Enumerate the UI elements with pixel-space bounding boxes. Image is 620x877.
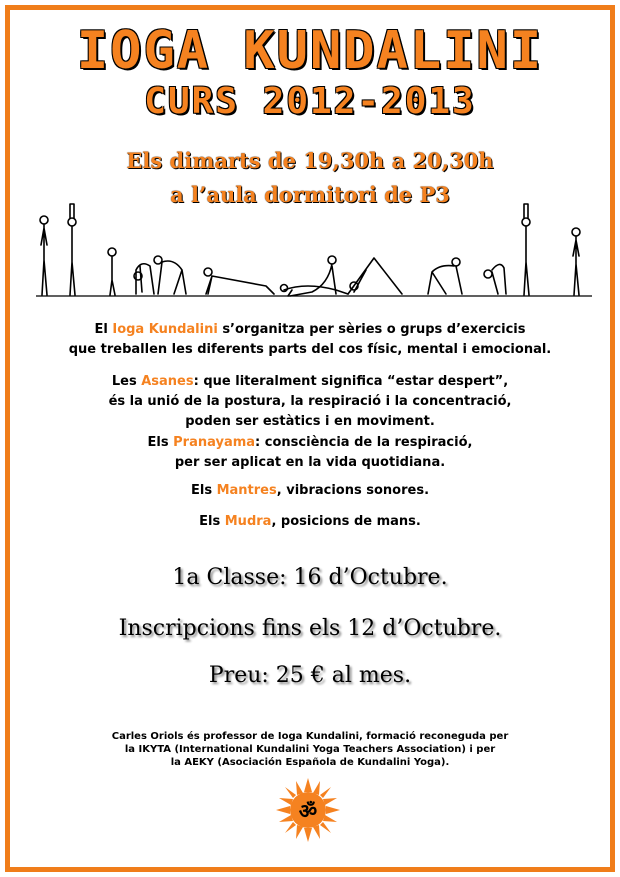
pranayama-highlight: Pranayama	[173, 435, 256, 450]
schedule-line-1: Els dimarts de 19,30h a 20,30h	[126, 148, 494, 173]
poster-subtitle: CURS 2012-2013	[144, 81, 476, 122]
mantres-highlight: Mantres	[216, 483, 277, 498]
credit-line-2: la IKYTA (International Kundalini Yoga Teachers Association) i per	[124, 744, 496, 755]
intro-highlight: Ioga Kundalini	[112, 322, 218, 337]
asanes-line-3: poden ser estàtics i en moviment.	[185, 414, 435, 429]
mantres-post: , vibracions sonores.	[276, 483, 430, 498]
om-sun-icon	[276, 778, 340, 842]
pranayama-post: : consciència de la respiració,	[255, 435, 473, 450]
intro-pre: El	[94, 322, 113, 337]
asanes-post: : que literalment significa “estar despert”,	[193, 374, 509, 389]
instructor-credit	[0, 730, 620, 769]
first-class-date: 1a Classe: 16 d’Octubre.	[172, 565, 448, 590]
mudra-highlight: Mudra	[224, 514, 272, 529]
asanes-highlight: Asanes	[141, 374, 194, 389]
registration-deadline: Inscripcions fins els 12 d’Octubre.	[118, 616, 502, 641]
poster-title: IOGA KUNDALINI	[76, 21, 544, 81]
intro-post: s’organitza per sèries o grups d’exercicis	[217, 322, 526, 337]
pranayama-paragraph	[0, 433, 620, 473]
asanes-paragraph	[0, 372, 620, 432]
om-glyph: ॐ	[298, 799, 318, 823]
intro-line-2: que treballen les diferents parts del cos físic, mental i emocional.	[68, 342, 552, 357]
intro-paragraph	[0, 320, 620, 360]
credit-line-3: la AEKY (Asociación Española de Kundalini Yoga).	[170, 757, 450, 768]
mudra-post: , posicions de mans.	[271, 514, 421, 529]
asanes-pre: Les	[111, 374, 142, 389]
mudra-pre: Els	[199, 514, 225, 529]
pranayama-line-2: per ser aplicat en la vida quotidiana.	[174, 455, 446, 470]
mantres-pre: Els	[190, 483, 217, 498]
mantres-paragraph	[0, 481, 620, 501]
credit-line-1: Carles Oriols és professor de Ioga Kundalini, formació reconeguda per	[111, 731, 509, 742]
schedule-line-2: a l’aula dormitori de P3	[170, 182, 450, 207]
asanes-line-2: és la unió de la postura, la respiració i la concentració,	[108, 394, 512, 409]
price: Preu: 25 € al mes.	[208, 663, 412, 688]
pranayama-pre: Els	[147, 435, 174, 450]
mudra-paragraph	[0, 512, 620, 532]
yoga-poses-illustration	[36, 200, 592, 300]
